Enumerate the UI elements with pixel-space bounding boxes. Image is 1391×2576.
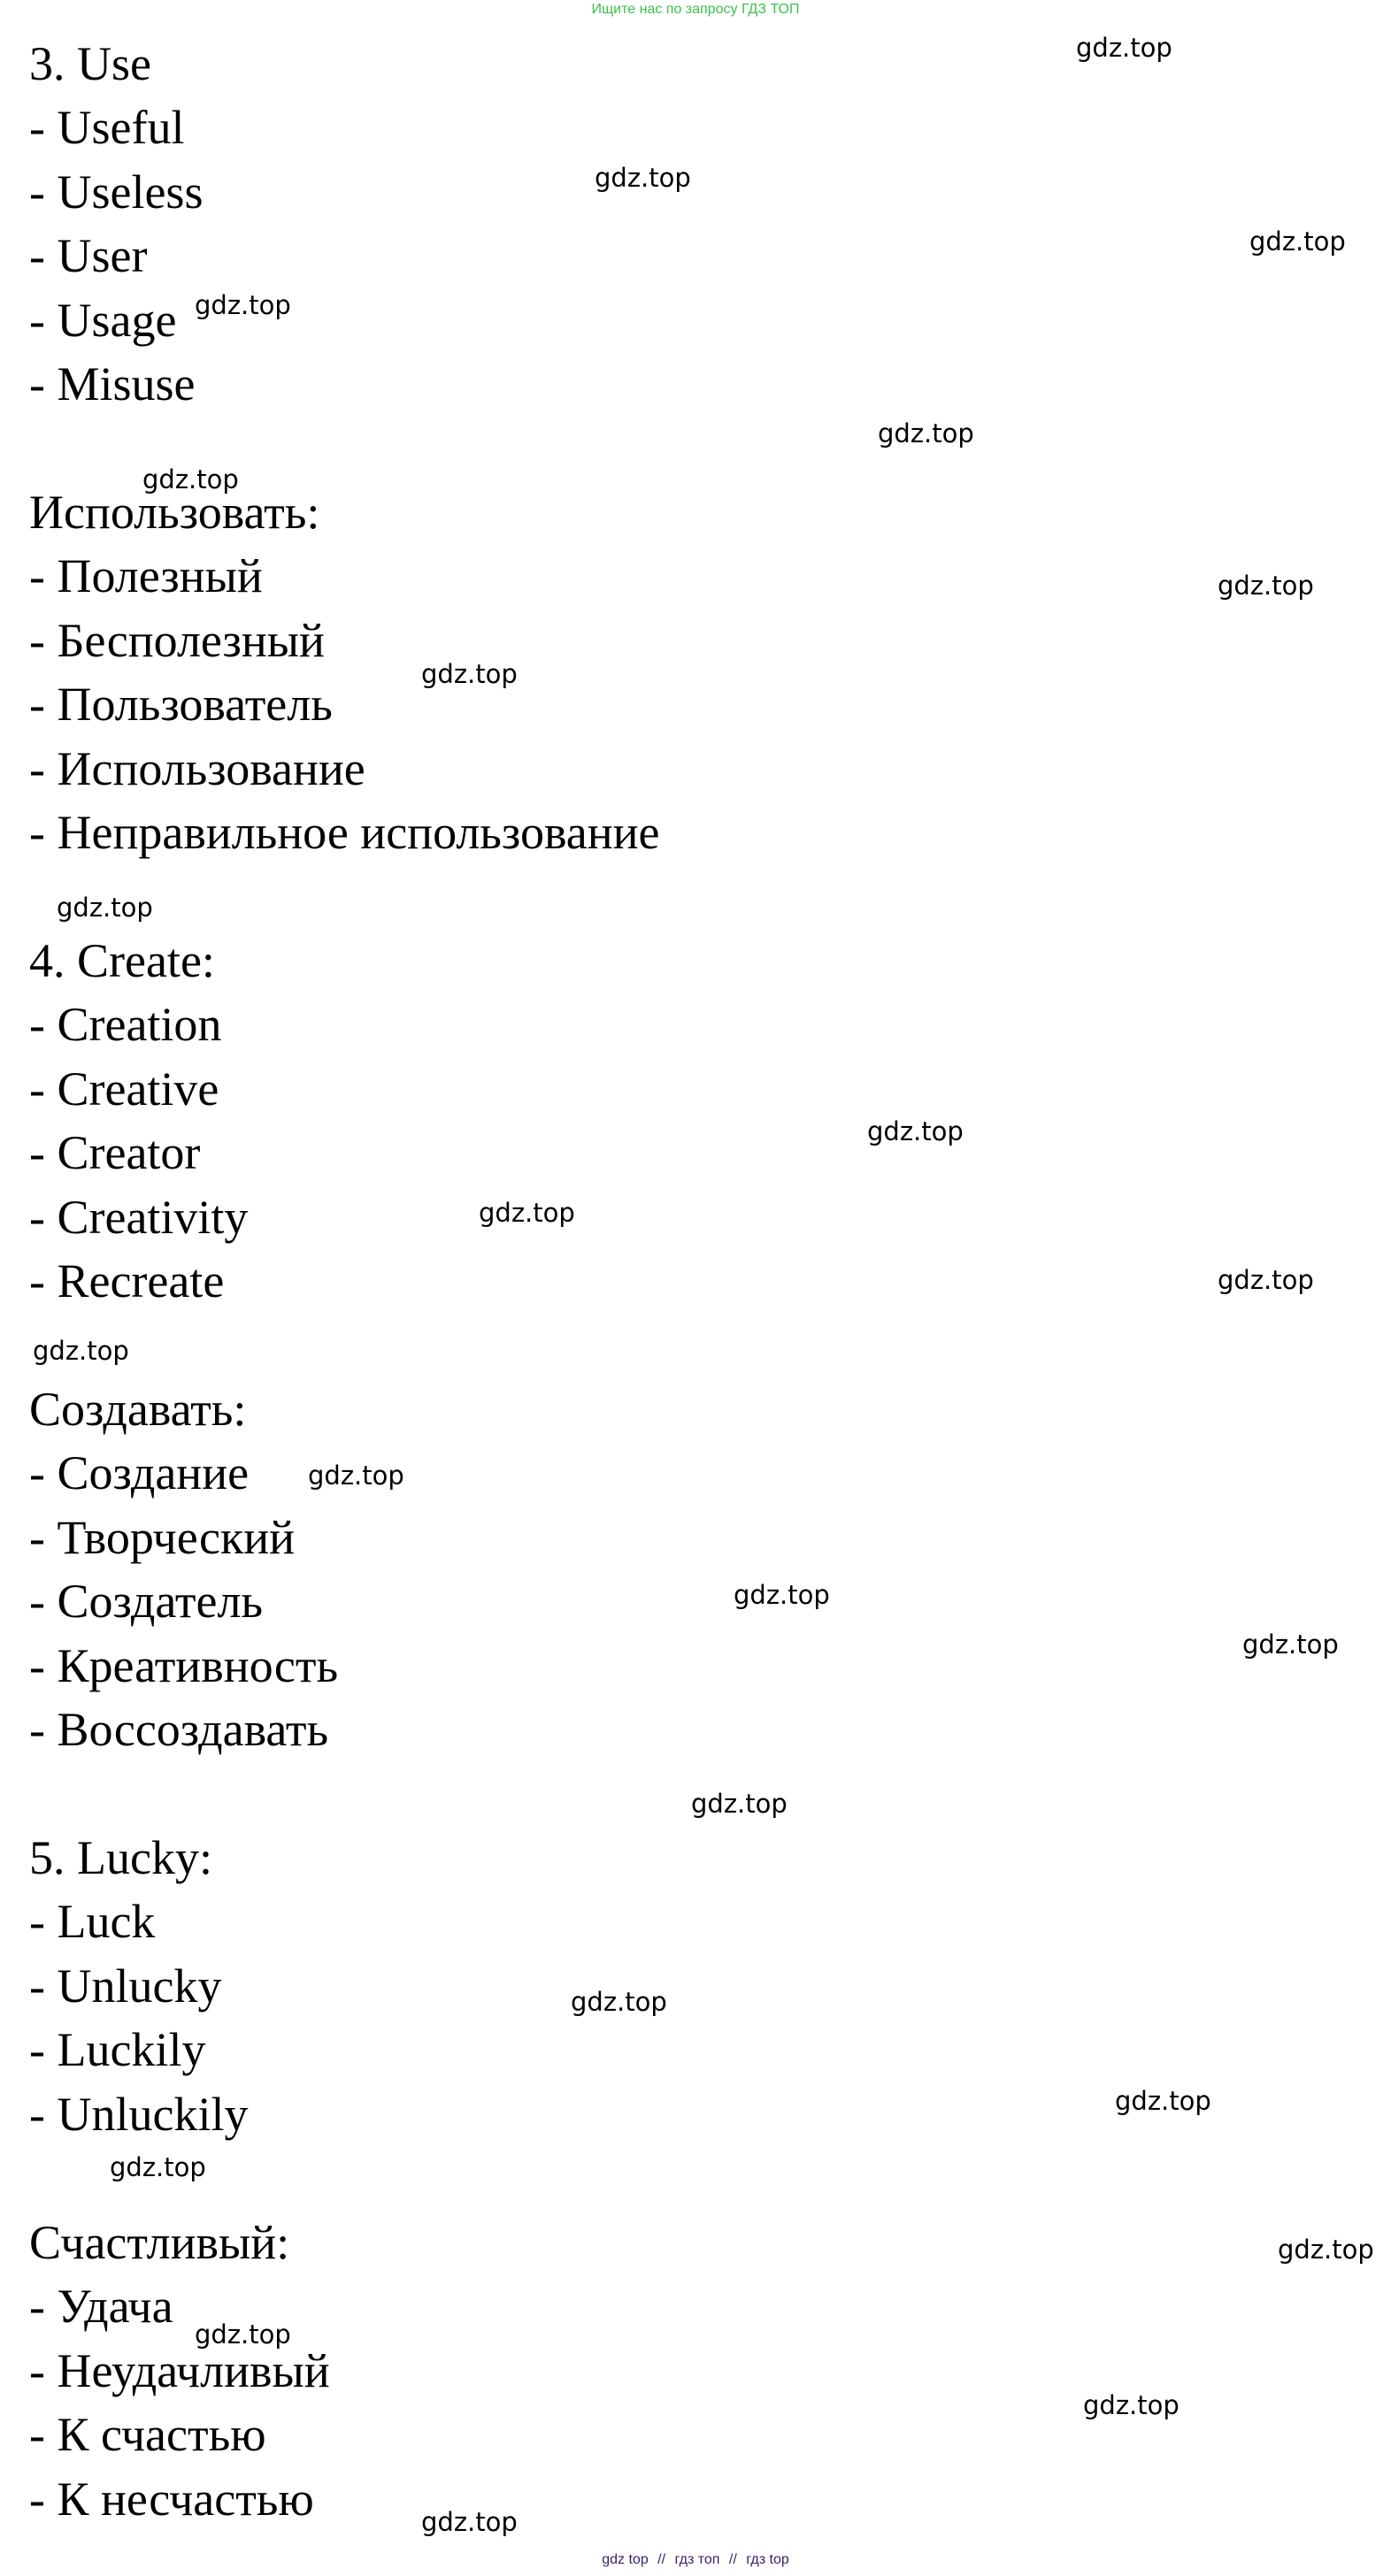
list-item: - Creative — [29, 1062, 219, 1116]
footer-link[interactable]: gdz top — [602, 2552, 649, 2567]
list-item: - Воссоздавать — [29, 1703, 329, 1756]
footer-link[interactable]: гдз топ — [674, 2552, 720, 2567]
heading-use: 3. Use — [29, 37, 151, 90]
list-item: - Creativity — [29, 1191, 249, 1244]
list-item: - Creation — [29, 998, 222, 1051]
watermark: gdz.top — [571, 1987, 667, 2017]
list-item: - User — [29, 229, 148, 282]
heading-sozdavat: Создавать: — [29, 1383, 247, 1436]
heading-schastlivyi: Счастливый: — [29, 2216, 290, 2269]
list-item: - Креативность — [29, 1639, 339, 1692]
watermark: gdz.top — [1083, 2390, 1180, 2420]
list-item: - К несчастью — [29, 2472, 314, 2526]
footer-separator: // — [728, 2552, 737, 2567]
watermark: gdz.top — [1278, 2235, 1374, 2265]
list-item: - Recreate — [29, 1254, 225, 1307]
list-item: - Unluckily — [29, 2088, 249, 2141]
list-item: - Неправильное использование — [29, 806, 660, 859]
heading-lucky: 5. Lucky: — [29, 1831, 212, 1884]
list-item: - К счастью — [29, 2408, 266, 2461]
footer-links — [0, 2550, 1391, 2570]
watermark: gdz.top — [33, 1336, 129, 1366]
list-item: - Полезный — [29, 549, 263, 602]
watermark: gdz.top — [57, 893, 153, 923]
list-item: - Usage — [29, 294, 177, 347]
list-item: - Создание — [29, 1446, 250, 1499]
watermark: gdz.top — [734, 1580, 830, 1610]
heading-create: 4. Create: — [29, 934, 215, 987]
watermark: gdz.top — [878, 418, 974, 448]
list-item: - Неудачливый — [29, 2344, 330, 2397]
watermark: gdz.top — [421, 659, 518, 689]
list-item: - Luck — [29, 1895, 156, 1948]
top-banner: Ищите нас по запросу ГДЗ ТОП — [591, 2, 800, 17]
watermark: gdz.top — [479, 1198, 575, 1228]
watermark: gdz.top — [308, 1460, 404, 1491]
watermark: gdz.top — [1218, 1265, 1314, 1295]
list-item: - Luckily — [29, 2023, 206, 2076]
watermark: gdz.top — [110, 2152, 206, 2182]
list-item: - Пользователь — [29, 678, 333, 731]
watermark: gdz.top — [142, 464, 239, 494]
list-item: - Использование — [29, 742, 365, 795]
footer-separator: // — [657, 2552, 666, 2567]
list-item: - Создатель — [29, 1575, 264, 1628]
watermark: gdz.top — [691, 1789, 788, 1819]
list-item: - Удача — [29, 2280, 173, 2333]
list-item: - Useless — [29, 165, 204, 218]
footer-link[interactable]: гдз top — [746, 2552, 789, 2567]
heading-ispolzovat: Использовать: — [29, 486, 320, 539]
watermark: gdz.top — [1076, 33, 1172, 63]
watermark: gdz.top — [421, 2507, 518, 2537]
watermark: gdz.top — [867, 1116, 964, 1146]
watermark: gdz.top — [195, 290, 291, 320]
watermark: gdz.top — [1242, 1629, 1339, 1660]
list-item: - Creator — [29, 1126, 201, 1179]
list-item: - Unlucky — [29, 1959, 222, 2012]
list-item: - Бесполезный — [29, 614, 325, 667]
list-item: - Useful — [29, 101, 185, 154]
watermark: gdz.top — [195, 2319, 291, 2350]
watermark: gdz.top — [1249, 226, 1346, 257]
list-item: - Misuse — [29, 357, 196, 410]
watermark: gdz.top — [1218, 571, 1314, 601]
watermark: gdz.top — [1115, 2086, 1211, 2116]
list-item: - Творческий — [29, 1511, 296, 1564]
watermark: gdz.top — [595, 163, 691, 193]
